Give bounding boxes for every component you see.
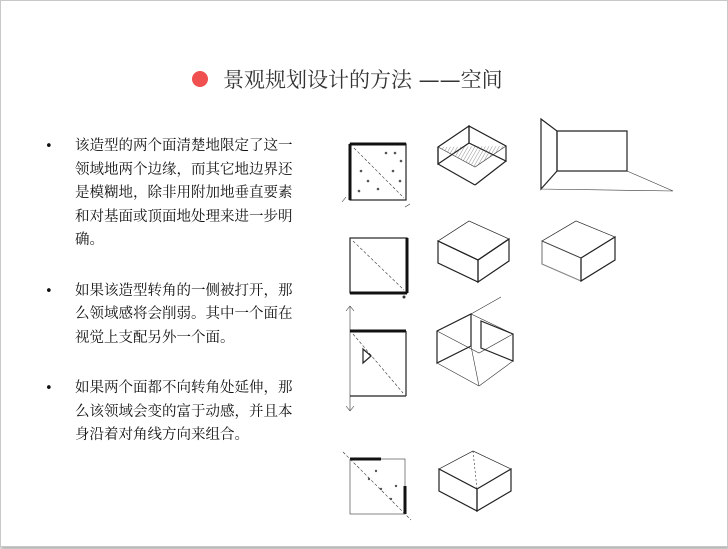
title-text: 景观规划设计的方法 ——空间: [223, 68, 503, 92]
bullet-mark: •: [45, 139, 53, 154]
iso-corner-4: [437, 297, 513, 386]
plan-diagram-4: [343, 452, 411, 520]
iso-corner-2: [438, 221, 509, 282]
iso-corner-3: [542, 221, 615, 281]
iso-corner-5: [439, 451, 511, 511]
plan-diagram-1: [342, 144, 410, 207]
bullet-text: 如果该造型转角的一侧被打开，那么领域感将会削弱。其中一个面在视觉上支配另外一个面。: [75, 282, 293, 346]
plan-diagram-3: [346, 306, 406, 411]
bullet-mark: •: [45, 381, 53, 396]
bullet-mark: •: [45, 283, 53, 299]
illustrations: [1, 1, 727, 546]
bullet-text: 该造型的两个面清楚地限定了这一领域地两个边缘，而其它地边界还是模糊地，除非用附加地垂直要素和对基面或顶面地处理来进一步明确。: [75, 138, 293, 248]
wall-perspective: [541, 119, 673, 191]
bullet-text: 如果两个面都不向转角处延伸，那么该领域会变的富于动感，并且本身沿着对角线方向来组合。: [75, 380, 293, 443]
iso-corner-1: [438, 126, 506, 185]
plan-diagram-2: [350, 238, 407, 299]
